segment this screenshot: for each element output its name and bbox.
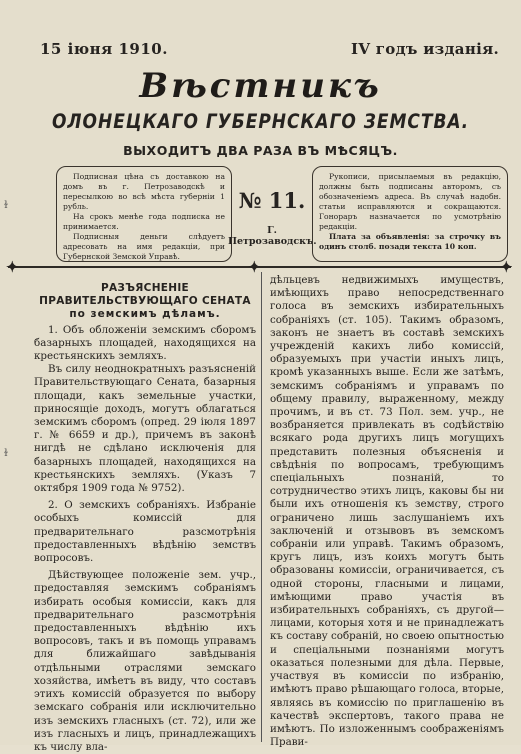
advertising-price-text: Плата за объявленія: за строчку въ одинъ столб. позади текста 10 коп. <box>319 232 501 251</box>
manuscripts-text: Рукописи, присылаемыя въ редакцію, должны быть подписаны авторомъ, съ обозначеніемъ адреса. Въ случаѣ надобн. статьи исправляются и сокращаются. Гонораръ назначается по усмотрѣнію редакціи. <box>319 172 501 231</box>
publication-frequency: ВЫХОДИТЪ ДВА РАЗА ВЪ МѢСЯЦЪ. <box>123 143 398 158</box>
divider-ornament-center: ✦ <box>248 258 261 276</box>
article-column-left <box>34 274 256 754</box>
margin-mark-icon: ɫ <box>4 200 8 211</box>
subscription-price-text: Подписная цѣна съ доставкою на домъ въ г. Петрозаводскѣ и пересылкою во всѣ мѣста губерніи 1 рубль. <box>63 172 225 211</box>
divider-ornament-right: ✦ <box>500 258 513 276</box>
margin-mark-icon: ɫ <box>4 448 8 459</box>
editorial-info-box <box>312 166 508 262</box>
publication-city: Г. Петрозаводскъ. <box>228 225 317 247</box>
article-paragraph: дѣльцевъ недвижимыхъ имуществъ, имѣющихъ право непосредственнаго голоса въ земскихъ избирательныхъ собраніяхъ (ст. 105). Такимъ образомъ, законъ не знаетъ въ составѣ земскихъ учрежденій какихъ либо комиссій, образуемыхъ при участіи иныхъ лицъ, кромѣ указанныхъ выше. Если же затѣмъ, земскимъ собраніямъ и управамъ по общему правилу, выраженному, между прочимъ, и въ ст. 73 Пол. зем. учр., не возбраняется привлекать въ содѣйствію всякаго рода другихъ лицъ могущихъ представить полезныя объясненія и свѣдѣнія по вопросамъ, требующимъ спеціальныхъ познаній, то сотрудничество этихъ лицъ, каковы бы ни были ихъ отношенія къ земству, строго ограничено лишь заслушаніемъ ихъ заключеній и отзывовъ въ земскомъ собраніи или управѣ. Такимъ образомъ, кругъ лицъ, изъ коихъ могутъ быть образованы комиссіи, ограничивается, съ одной стороны, гласными и лицами, имѣющими право участія въ избирательныхъ собраніяхъ, съ другой—лицами, которыя хотя и не принадлежатъ къ составу собраній, но своею опытностью и спеціальными познаніями могутъ оказаться полезными для дѣла. Первые, участвуя въ комиссіи по избранію, имѣютъ право рѣшающаго голоса, вторые, являясь въ комиссію по приглашенію въ качествѣ экспертовъ, такого права не имѣютъ. По изложеннымъ соображеніямъ Прави- <box>270 274 504 749</box>
divider-ornament-left: ✦ <box>6 258 19 276</box>
issue-date: 15 іюня 1910. <box>40 40 168 58</box>
article-paragraph: 2. О земскихъ собраніяхъ. Избраніе особыхъ комиссій для предварительнаго разсмотрѣнія предоставленныхъ вѣдѣнію земствъ вопросовъ. <box>34 499 256 565</box>
article-paragraph: 1. Объ обложеніи земскимъ сборомъ базарныхъ площадей, находящихся на крестьянскихъ земляхъ. <box>34 323 256 363</box>
article-paragraph: Дѣйствующее положеніе зем. учр., предоставляя земскимъ собраніямъ избирать особыя комиссіи, какъ для предварительнаго разсмотрѣнія предоставленныхъ вѣдѣнію ихъ вопросовъ, такъ и въ помощь управамъ для ближайшаго завѣдыванія отдѣльными отраслями земскаго хозяйства, имѣетъ въ виду, что составъ этихъ комиссій образуется по выбору земскаго собранія или исключительно изъ земскихъ гласныхъ (ст. 72), или же изъ гласныхъ и лицъ, принадлежащихъ къ числу вла- <box>34 569 256 753</box>
article-title: РАЗЪЯСНЕНІЕ ПРАВИТЕЛЬСТВУЮЩАГО СЕНАТА <box>39 282 251 308</box>
column-divider <box>261 272 262 742</box>
subscription-term-text: На срокъ менѣе года подписка не принимается. <box>63 212 225 231</box>
article-paragraph: Въ силу неоднократныхъ разъясненій Правительствующаго Сената, базарныя площади, какъ земельные участки, приносящіе доходъ, могутъ облагаться земскимъ сборомъ (опред. 29 іюля 1897 г. № 6659 и др.), причемъ въ законѣ нигдѣ не сдѣлано исключенія для базарныхъ площадей, находящихся на крестьянскихъ земляхъ. (Указъ 7 октября 1909 года № 9752). <box>34 363 256 495</box>
issue-number: № 11. <box>238 188 306 213</box>
subscription-address-text: Подписныя деньги слѣдуетъ адресовать на имя редакціи, при Губернской Земской Управѣ. <box>63 232 225 261</box>
article-subtitle: по земскимъ дѣламъ. <box>69 308 221 321</box>
masthead-title: Вѣстникъ <box>139 66 382 106</box>
article-column-right <box>270 274 504 749</box>
masthead-subtitle: ОЛОНЕЦКАГО ГУБЕРНСКАГО ЗЕМСТВА. <box>51 110 470 134</box>
publication-year: IV годъ изданія. <box>351 40 499 58</box>
subscription-info-box <box>56 166 232 262</box>
